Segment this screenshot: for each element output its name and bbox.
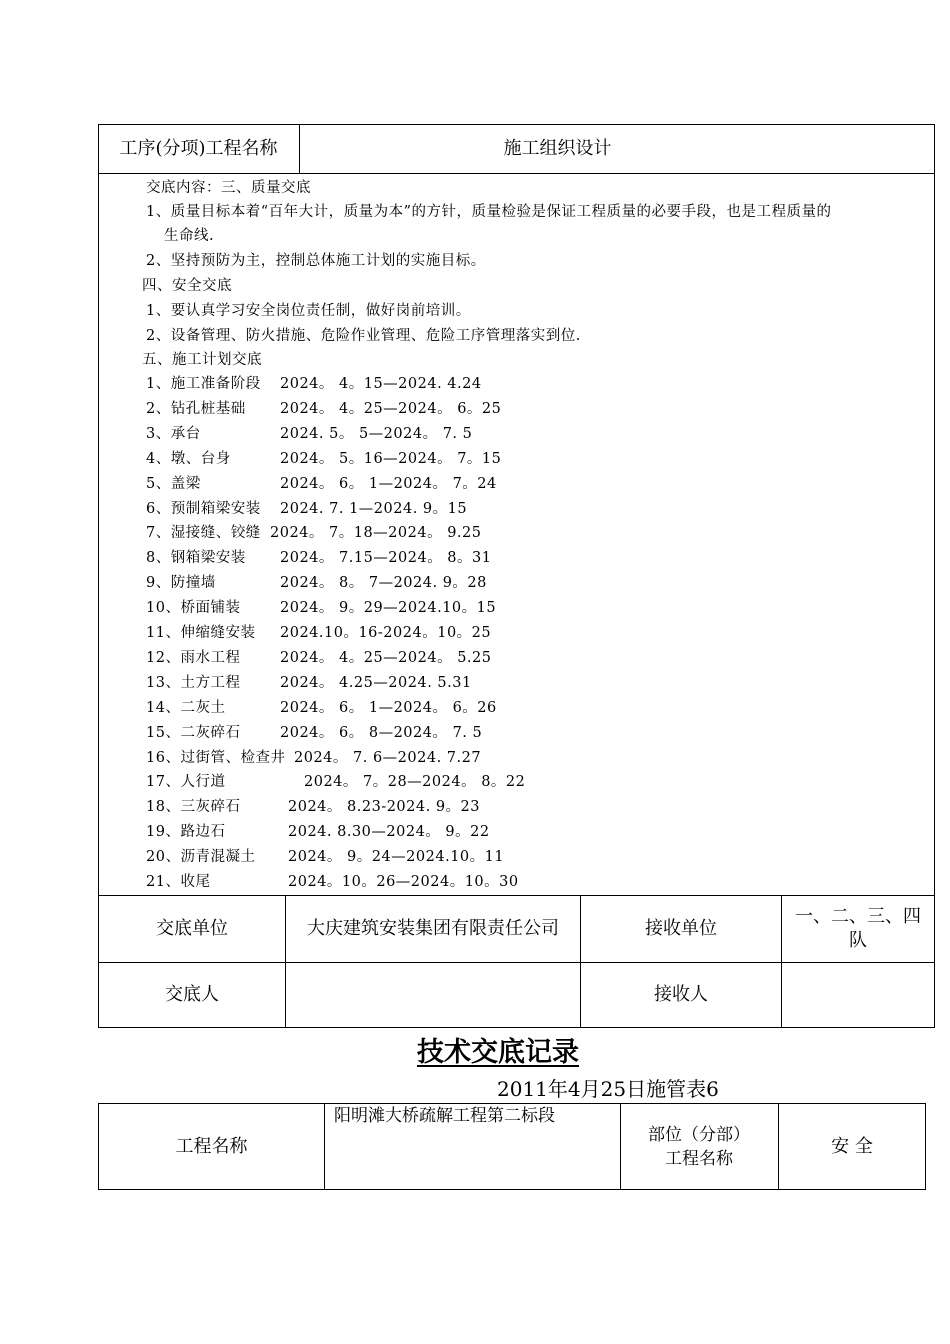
- schedule-item-dates: 2024. 5。 5—2024。 7. 5: [280, 425, 473, 442]
- value-process-name: 施工组织设计: [503, 138, 612, 159]
- value-receiver-unit: 一、二、三、四队: [795, 906, 921, 951]
- value-receiver-person: [782, 963, 934, 1027]
- schedule-item-name: 9、防撞墙: [146, 575, 216, 592]
- schedule-item-dates: 2024。 4。25—2024。 5.25: [280, 649, 492, 666]
- schedule-item-dates: 2024。 7.15—2024。 8。31: [280, 550, 492, 567]
- value-part-name: 安 全: [831, 1135, 873, 1157]
- schedule-item-dates: 2024. 7. 1—2024. 9。15: [280, 500, 468, 517]
- schedule-item-dates: 2024.10。16-2024。10。25: [280, 625, 492, 641]
- schedule-item-name: 5、盖梁: [146, 475, 201, 492]
- schedule-item-name: 19、路边石: [146, 824, 226, 841]
- schedule-item-name: 21、收尾: [146, 874, 211, 890]
- schedule-item-dates: 2024。 8.23-2024. 9。23: [288, 799, 480, 816]
- schedule-item-name: 16、过街管、检查井: [146, 749, 286, 766]
- schedule-item-dates: 2024。10。26—2024。10。30: [288, 874, 519, 890]
- schedule-item-name: 2、钻孔桩基础: [146, 400, 246, 417]
- schedule-item-dates: 2024。 7。28—2024。 8。22: [304, 774, 526, 791]
- schedule-item-dates: 2024。 9。24—2024.10。11: [288, 849, 505, 866]
- label-process-name: 工序(分项)工程名称: [119, 138, 278, 159]
- label-project-name: 工程名称: [175, 1135, 248, 1157]
- schedule-item-name: 14、二灰土: [146, 699, 226, 716]
- schedule-item-name: 18、三灰碎石: [146, 799, 241, 816]
- value-handover-person: [286, 963, 580, 1027]
- content-line: 2、坚持预防为主，控制总体施工计划的实施目标。: [146, 253, 486, 269]
- schedule-item-name: 1、施工准备阶段: [146, 376, 261, 392]
- content-line: 四、安全交底: [142, 278, 232, 294]
- schedule-item-dates: 2024。 4.25—2024. 5.31: [280, 674, 472, 691]
- content-line: 2、设备管理、防火措施、危险作业管理、危险工序管理落实到位.: [146, 328, 581, 344]
- schedule-item-dates: 2024. 8.30—2024。 9。22: [288, 824, 490, 841]
- content-line: 1、要认真学习安全岗位责任制，做好岗前培训。: [146, 303, 471, 319]
- schedule-item-name: 20、沥青混凝土: [146, 849, 256, 866]
- schedule-item-name: 6、预制箱梁安装: [146, 500, 261, 517]
- schedule-item-name: 4、墩、台身: [146, 450, 231, 467]
- schedule-item-dates: 2024。 5。16—2024。 7。15: [280, 450, 502, 467]
- content-line: 五、施工计划交底: [142, 352, 262, 368]
- label-receiver-unit: 接收单位: [645, 918, 717, 939]
- label-part-name: 部位（分部）工程名称: [648, 1125, 750, 1169]
- record-date-line: 2011年4月25日施管表6: [497, 1077, 719, 1101]
- schedule-item-name: 8、钢箱梁安装: [146, 550, 246, 567]
- value-project-name: 阳明滩大桥疏解工程第二标段: [334, 1106, 555, 1126]
- schedule-item-name: 17、人行道: [146, 774, 226, 791]
- schedule-item-dates: 2024。 8。 7—2024. 9。28: [280, 575, 487, 592]
- schedule-item-name: 3、承台: [146, 425, 201, 442]
- label-handover-unit: 交底单位: [156, 918, 228, 939]
- schedule-item-dates: 2024。 9。29—2024.10。15: [280, 600, 497, 617]
- schedule-item-name: 11、伸缩缝安装: [146, 625, 256, 641]
- schedule-item-dates: 2024。 7。18—2024。 9.25: [270, 525, 482, 542]
- schedule-item-dates: 2024。 6。 8—2024。 7. 5: [280, 724, 483, 741]
- schedule-item-name: 10、桥面铺装: [146, 600, 241, 617]
- schedule-item-dates: 2024。 4。15—2024. 4.24: [280, 376, 482, 392]
- label-handover-person: 交底人: [165, 984, 219, 1005]
- record-title: 技术交底记录: [417, 1037, 579, 1068]
- content-line: 交底内容：三、质量交底: [146, 180, 311, 196]
- schedule-item-dates: 2024。 6。 1—2024。 6。26: [280, 699, 497, 716]
- content-line: 1、质量目标本着“百年大计，质量为本”的方针，质量检验是保证工程质量的必要手段，也是工程质量的: [146, 204, 832, 220]
- value-handover-unit: 大庆建筑安装集团有限责任公司: [307, 918, 559, 939]
- schedule-item-dates: 2024。 6。 1—2024。 7。24: [280, 475, 497, 492]
- handover-content: [142, 177, 931, 895]
- schedule-item-dates: 2024。 4。25—2024。 6。25: [280, 400, 502, 417]
- schedule-item-name: 12、雨水工程: [146, 649, 241, 666]
- label-receiver-person: 接收人: [654, 984, 708, 1005]
- content-line: 生命线.: [164, 228, 215, 244]
- schedule-item-name: 15、二灰碎石: [146, 724, 241, 741]
- schedule-item-dates: 2024。 7. 6—2024. 7.27: [294, 749, 482, 766]
- schedule-item-name: 7、湿接缝、铰缝: [146, 525, 261, 542]
- schedule-item-name: 13、土方工程: [146, 674, 241, 691]
